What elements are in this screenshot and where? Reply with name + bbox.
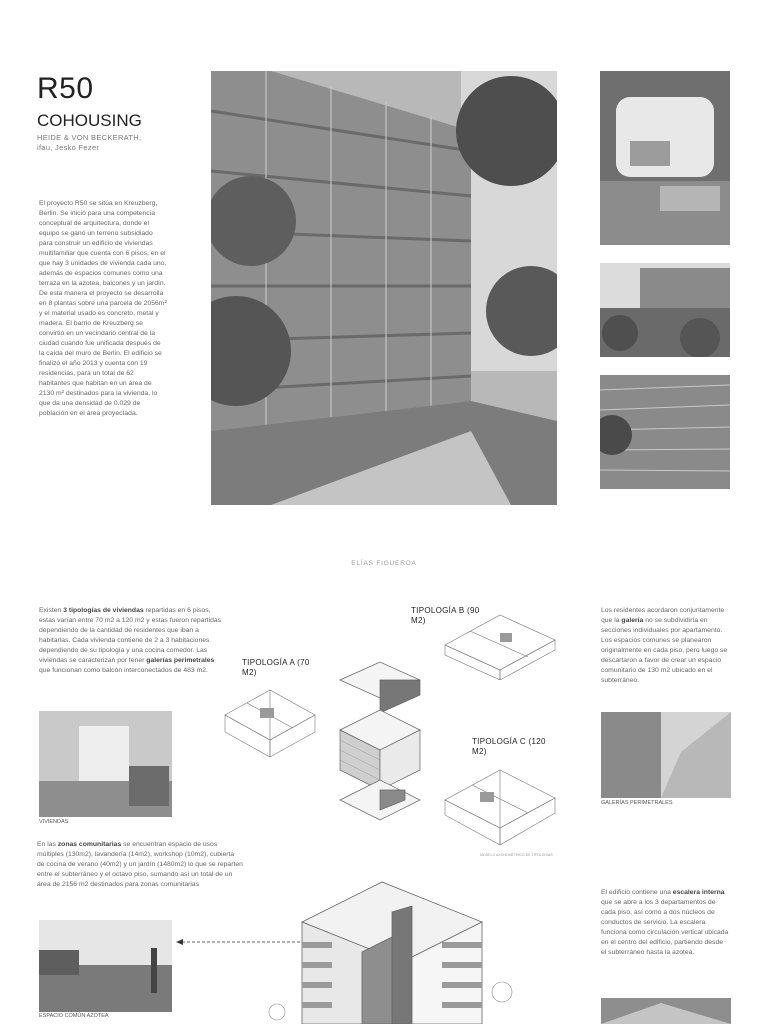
label-tipologia-c: TIPOLOGÍA C (120 M2): [472, 737, 546, 756]
typologies-text-mid: repartidas en 6 pisos, estas varían entre 70 m2 a 120 m2 y estas fueron repartidas dependiendo de la cantidad de residentes que iban a habitarlas. Cada vivienda contiene de 2 a 3 habitaciones dependiendo de su tipología y una cocina comedor. Las viviendas se caracterizan por tener: [39, 607, 222, 664]
gallery-paragraph: [601, 606, 729, 686]
intro-paragraph: El proyecto R50 se sitúa en Kreuzberg, Berlin. Se inició para una competencia conceptual de arquitectura, donde el equipo se ganó un terreno subsidiado para construir un edificio de viviendas multifamiliar que cuenta con 6 pisos, en el que hay 3 unidades de vivienda cada uno, además de espacios comunes como una terraza en la azotea, balcones y un jardín. De esta manera el proyecto se desarrolla en 8 plantas sobre una parcela de 2056m² y el material usado es concreto, metal y madera. El barrio de Kreuzberg se convirtió en un vecindario central de la ciudad cuando fue unificada después de la caída del muro de Berlin. El edificio se finalizó el año 2013 y cuenta con 19 residencias, para un total de 62 habitantes que habitan en un área de 2130 m² destinados para la vivienda, lo que da una densidad de 0.029 de población en el área proyectada.: [39, 200, 167, 417]
gallery-photo: [601, 712, 731, 798]
gallery-text-pre: Los residentes acordaron conjuntamente que la: [601, 607, 725, 624]
typologies-text-pre: Existen: [39, 607, 64, 614]
caption-galerias: GALERÍAS PERIMETRALES: [601, 800, 673, 806]
typologies-text-bold2: galerías perimetrales: [146, 657, 215, 664]
tipologia-b-drawing: [440, 600, 560, 680]
gallery-text-post: no se subdividiría en secciones individuales por apartamento. Los espacios comunes se planearon originalmente en cada piso, pero luego se descartaron a favor de crear un espacio comunitario de 130 m2 ubicado en el subterráneo.: [601, 617, 728, 684]
typologies-text-bold1: 3 tipologías de viviendas: [63, 607, 144, 614]
author-credit: ELÍAS FIGUEROA: [351, 560, 417, 567]
caption-viviendas: VIVIENDAS: [39, 819, 69, 825]
caption-azotea: ESPACIO COMÚN AZOTEA: [39, 1013, 109, 1019]
authors: [37, 133, 187, 153]
authors-line-2: ifau, Jesko Fezer: [37, 143, 100, 152]
typologies-text-post: que funcionan como balcón interconectados de 483 m2.: [39, 667, 208, 674]
main-facade-photo: [211, 71, 557, 505]
authors-line-1: HEIDE & VON BECKERATH,: [37, 133, 142, 142]
garden-photo: [600, 263, 730, 357]
page-subtitle: COHOUSING: [37, 111, 142, 130]
stair-text-post: que se abre a los 3 departamentos de cada piso, así como a dos núcleos de conductos de servicio. La escalera funciona como circulación vertical ubicada en el centro del edificio, partiendo desde el subterráneo hasta la azotea.: [601, 899, 729, 956]
stair-photo: [601, 998, 731, 1024]
stair-text-bold: escalera interna: [672, 889, 725, 896]
tipologia-a-drawing: [215, 670, 325, 765]
community-text-post: se encuentran espacio de usos múltiples (130m2), lavandería (14m2), workshop (10m2), cubierta de cocina de verano (40m2) y un jardín (1480m2) lo que se reparten entre el subterráneo y el octavo piso, sumando así un total de un área de 2156 m2 destinados para zonas comunitarias: [37, 841, 243, 888]
exploded-axonometric: [335, 650, 445, 830]
facade-detail-photo: [600, 375, 730, 489]
label-tipologia-a: TIPOLOGÍA A (70 M2): [242, 658, 310, 677]
page-title: R50: [37, 72, 94, 105]
community-text-bold: zonas comunitarias: [57, 841, 122, 848]
rooftop-photo: [39, 920, 172, 1012]
axonometric-note: MODELO AXONOMETRICO DE TIPOLOGIAS: [480, 853, 553, 857]
stair-text-pre: El edificio contiene una: [601, 889, 673, 896]
typologies-paragraph: [39, 606, 227, 676]
community-paragraph: [37, 840, 243, 890]
community-text-pre: En las: [37, 841, 58, 848]
stair-section-drawing: [262, 862, 522, 1024]
interior-photo: [39, 711, 172, 817]
window-view-photo: [600, 71, 730, 245]
stair-paragraph: [601, 888, 729, 958]
tipologia-c-drawing: [440, 760, 560, 845]
gallery-text-bold: galería: [621, 617, 644, 624]
label-tipologia-b: TIPOLOGÍA B (90 M2): [411, 606, 480, 625]
